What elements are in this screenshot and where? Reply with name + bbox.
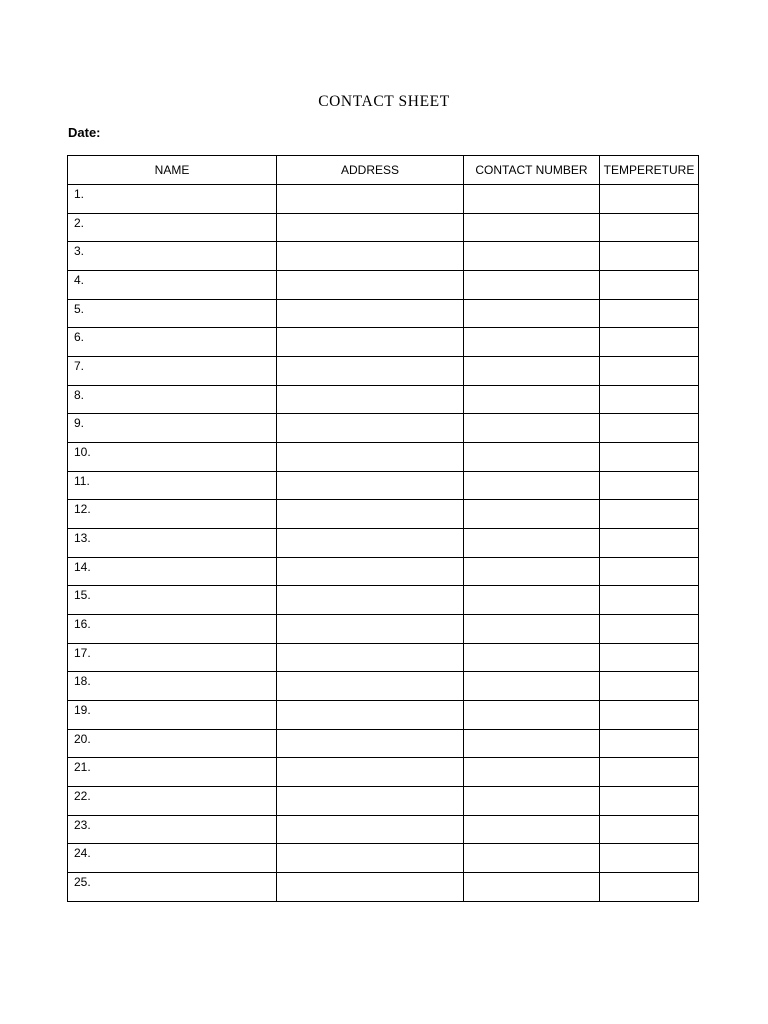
row-number: 10. <box>74 445 91 460</box>
table-row <box>68 815 699 844</box>
contact-number-cell[interactable] <box>464 385 600 414</box>
temperature-cell[interactable] <box>600 299 699 328</box>
row-number: 11. <box>74 473 90 488</box>
address-cell[interactable] <box>277 787 464 816</box>
row-number: 20. <box>74 731 91 746</box>
table-row <box>68 185 699 214</box>
contact-number-cell[interactable] <box>464 500 600 529</box>
column-header-contact-number: CONTACT NUMBER <box>464 156 600 185</box>
page-title: CONTACT SHEET <box>318 93 450 110</box>
table-row <box>68 443 699 472</box>
row-number: 21. <box>74 760 91 775</box>
date-label: Date: <box>68 125 101 140</box>
name-cell[interactable] <box>68 443 277 472</box>
temperature-cell[interactable] <box>600 385 699 414</box>
contact-number-cell[interactable] <box>464 443 600 472</box>
address-cell[interactable] <box>277 758 464 787</box>
temperature-cell[interactable] <box>600 271 699 300</box>
name-cell[interactable] <box>68 701 277 730</box>
contact-number-cell[interactable] <box>464 615 600 644</box>
address-cell[interactable] <box>277 185 464 214</box>
temperature-cell[interactable] <box>600 414 699 443</box>
table-row <box>68 643 699 672</box>
address-cell[interactable] <box>277 615 464 644</box>
temperature-cell[interactable] <box>600 529 699 558</box>
address-cell[interactable] <box>277 213 464 242</box>
contact-number-cell[interactable] <box>464 758 600 787</box>
temperature-cell[interactable] <box>600 643 699 672</box>
contact-number-cell[interactable] <box>464 271 600 300</box>
name-cell[interactable] <box>68 414 277 443</box>
contact-number-cell[interactable] <box>464 557 600 586</box>
name-cell[interactable] <box>68 185 277 214</box>
table-row <box>68 557 699 586</box>
temperature-cell[interactable] <box>600 185 699 214</box>
contact-number-cell[interactable] <box>464 242 600 271</box>
table-row <box>68 471 699 500</box>
address-cell[interactable] <box>277 500 464 529</box>
contact-number-cell[interactable] <box>464 701 600 730</box>
row-number: 8. <box>74 387 85 402</box>
name-cell[interactable] <box>68 500 277 529</box>
name-cell[interactable] <box>68 328 277 357</box>
temperature-cell[interactable] <box>600 672 699 701</box>
temperature-cell[interactable] <box>600 873 699 902</box>
table-row <box>68 500 699 529</box>
table-row <box>68 672 699 701</box>
name-cell[interactable] <box>68 758 277 787</box>
name-cell[interactable] <box>68 615 277 644</box>
address-cell[interactable] <box>277 586 464 615</box>
temperature-cell[interactable] <box>600 615 699 644</box>
temperature-cell[interactable] <box>600 758 699 787</box>
name-cell[interactable] <box>68 557 277 586</box>
name-cell[interactable] <box>68 873 277 902</box>
address-cell[interactable] <box>277 557 464 586</box>
table-row <box>68 758 699 787</box>
table-row <box>68 615 699 644</box>
temperature-cell[interactable] <box>600 844 699 873</box>
row-number: 15. <box>74 588 91 603</box>
name-cell[interactable] <box>68 242 277 271</box>
contact-number-cell[interactable] <box>464 328 600 357</box>
contact-number-cell[interactable] <box>464 672 600 701</box>
name-cell[interactable] <box>68 385 277 414</box>
name-cell[interactable] <box>68 787 277 816</box>
address-cell[interactable] <box>277 815 464 844</box>
name-cell[interactable] <box>68 271 277 300</box>
contact-number-cell[interactable] <box>464 844 600 873</box>
contact-number-cell[interactable] <box>464 213 600 242</box>
temperature-cell[interactable] <box>600 787 699 816</box>
row-number: 18. <box>74 674 91 689</box>
column-header-address: ADDRESS <box>277 156 464 185</box>
table-row <box>68 414 699 443</box>
name-cell[interactable] <box>68 643 277 672</box>
address-cell[interactable] <box>277 529 464 558</box>
column-header-temperature: TEMPERETURE <box>600 156 699 185</box>
table-body <box>68 185 699 902</box>
row-number: 1. <box>74 187 85 201</box>
name-cell[interactable] <box>68 815 277 844</box>
table-row <box>68 844 699 873</box>
address-cell[interactable] <box>277 873 464 902</box>
row-number: 17. <box>74 645 91 660</box>
contact-table <box>67 155 699 902</box>
name-cell[interactable] <box>68 586 277 615</box>
name-cell[interactable] <box>68 529 277 558</box>
address-cell[interactable] <box>277 299 464 328</box>
address-cell[interactable] <box>277 271 464 300</box>
row-number: 16. <box>74 617 91 632</box>
temperature-cell[interactable] <box>600 213 699 242</box>
table-row <box>68 787 699 816</box>
temperature-cell[interactable] <box>600 443 699 472</box>
contact-number-cell[interactable] <box>464 815 600 844</box>
table-row <box>68 357 699 386</box>
table-row <box>68 385 699 414</box>
name-cell[interactable] <box>68 299 277 328</box>
contact-number-cell[interactable] <box>464 873 600 902</box>
row-number: 22. <box>74 789 91 804</box>
row-number: 24. <box>74 846 91 861</box>
table-row <box>68 529 699 558</box>
temperature-cell[interactable] <box>600 815 699 844</box>
address-cell[interactable] <box>277 242 464 271</box>
name-cell[interactable] <box>68 729 277 758</box>
row-number: 6. <box>74 330 85 345</box>
temperature-cell[interactable] <box>600 729 699 758</box>
temperature-cell[interactable] <box>600 701 699 730</box>
name-cell[interactable] <box>68 471 277 500</box>
temperature-cell[interactable] <box>600 471 699 500</box>
row-number: 4. <box>74 273 85 288</box>
row-number: 25. <box>74 875 91 890</box>
row-number: 14. <box>74 559 91 574</box>
address-cell[interactable] <box>277 414 464 443</box>
table-row <box>68 873 699 902</box>
name-cell[interactable] <box>68 672 277 701</box>
address-cell[interactable] <box>277 672 464 701</box>
column-header-name: NAME <box>68 156 277 185</box>
name-cell[interactable] <box>68 213 277 242</box>
address-cell[interactable] <box>277 643 464 672</box>
table-header-row <box>68 156 699 185</box>
table-row <box>68 271 699 300</box>
row-number: 5. <box>74 301 85 316</box>
address-cell[interactable] <box>277 844 464 873</box>
contact-number-cell[interactable] <box>464 529 600 558</box>
table-row <box>68 701 699 730</box>
contact-number-cell[interactable] <box>464 729 600 758</box>
contact-number-cell[interactable] <box>464 185 600 214</box>
row-number: 3. <box>74 244 85 259</box>
row-number: 13. <box>74 531 91 546</box>
row-number: 9. <box>74 416 85 431</box>
address-cell[interactable] <box>277 471 464 500</box>
name-cell[interactable] <box>68 357 277 386</box>
temperature-cell[interactable] <box>600 557 699 586</box>
table-row <box>68 586 699 615</box>
address-cell[interactable] <box>277 385 464 414</box>
address-cell[interactable] <box>277 443 464 472</box>
address-cell[interactable] <box>277 701 464 730</box>
row-number: 19. <box>74 703 91 718</box>
address-cell[interactable] <box>277 328 464 357</box>
contact-number-cell[interactable] <box>464 414 600 443</box>
contact-number-cell[interactable] <box>464 643 600 672</box>
table-row <box>68 299 699 328</box>
contact-number-cell[interactable] <box>464 787 600 816</box>
contact-number-cell[interactable] <box>464 471 600 500</box>
table-row <box>68 242 699 271</box>
table-row <box>68 213 699 242</box>
contact-number-cell[interactable] <box>464 299 600 328</box>
temperature-cell[interactable] <box>600 586 699 615</box>
table-row <box>68 729 699 758</box>
table-row <box>68 328 699 357</box>
temperature-cell[interactable] <box>600 500 699 529</box>
temperature-cell[interactable] <box>600 328 699 357</box>
row-number: 23. <box>74 817 91 832</box>
row-number: 2. <box>74 215 85 230</box>
row-number: 12. <box>74 502 91 517</box>
temperature-cell[interactable] <box>600 357 699 386</box>
address-cell[interactable] <box>277 357 464 386</box>
address-cell[interactable] <box>277 729 464 758</box>
name-cell[interactable] <box>68 844 277 873</box>
contact-number-cell[interactable] <box>464 586 600 615</box>
temperature-cell[interactable] <box>600 242 699 271</box>
row-number: 7. <box>74 359 85 374</box>
contact-number-cell[interactable] <box>464 357 600 386</box>
